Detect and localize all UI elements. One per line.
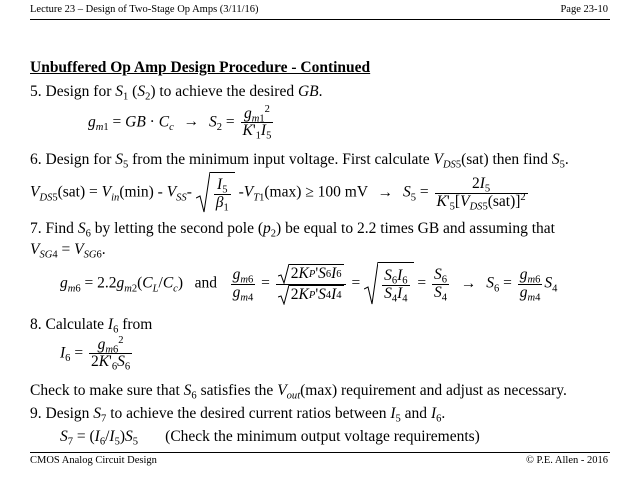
step-7-condition: $V_{SG4} = V_{SG6}$. [30, 241, 106, 261]
equation-s6: $g_{m6} = 2.2g_{m2}(C_L/C_c)$ and $\frac{g_{m6}}{g_{m4}}$ = 2 K P ' S 6 I 6 2 K P ' S 4 I 4 = $\frac{S_6I_6}{S_4I_4}$ = $\frac{S_6}{S_4}$ → $S_6$ = $\frac{g_{m6}}{g_{m4}}$ $S_4$ [60, 262, 557, 306]
step-6-text: 6. Design for $S_5$ from the minimum input voltage. First calculate $V_{DS5}(sat)$ then find $S_5$. [30, 151, 569, 171]
step-9-text: 9. Design $S_7$ to achieve the desired current ratios between $I_5$ and $I_6$. [30, 405, 446, 425]
header-rule [30, 19, 610, 20]
footer-rule [30, 452, 610, 453]
step-5-text: 5. Design for $S_1$ $(S_2)$ to achieve the desired GB. [30, 83, 323, 103]
equation-s7: $S_7 = (I_6/I_5)S_5$ (Check the minimum output voltage requirements) [60, 428, 480, 448]
equation-s2: $g_{m1}$ = GB · $C_c \to S_2$ = $\frac{g_{m1}^2}{K'_1I_5}$ [88, 104, 272, 142]
page-number: Page 23-10 [560, 4, 608, 15]
check-text: Check to make sure that $S_6$ satisfies the $V_{out}(\max)$ requirement and adjust as necessary. [30, 382, 567, 402]
step-7-text: 7. Find $S_6$ by letting the second pole $(p_2)$ be equal to 2.2 times GB and assuming that [30, 220, 555, 240]
step-8-text: 8. Calculate $I_6$ from [30, 316, 153, 336]
equation-i6: $I_6$ = $\frac{g_{m6}^2}{2K'_6S_6}$ [60, 335, 131, 373]
equation-vds5: $V_{DS5}(sat) = V_{in}(\min) - V_{SS}-$ $\frac{I_5}{\beta_1}$ $-V_{T1}(\max) \ge 100$ mV → $S_5$ = $\frac{2I_5}{K'_5[V_{DS5}(sat)]^2}$ [30, 172, 530, 214]
footer-left: CMOS Analog Circuit Design [30, 455, 157, 466]
footer-right: © P.E. Allen - 2016 [525, 455, 608, 466]
page-title: Unbuffered Op Amp Design Procedure - Continued [30, 59, 371, 76]
page-header-left: Lecture 23 – Design of Two-Stage Op Amps (3/11/16) [30, 4, 259, 15]
